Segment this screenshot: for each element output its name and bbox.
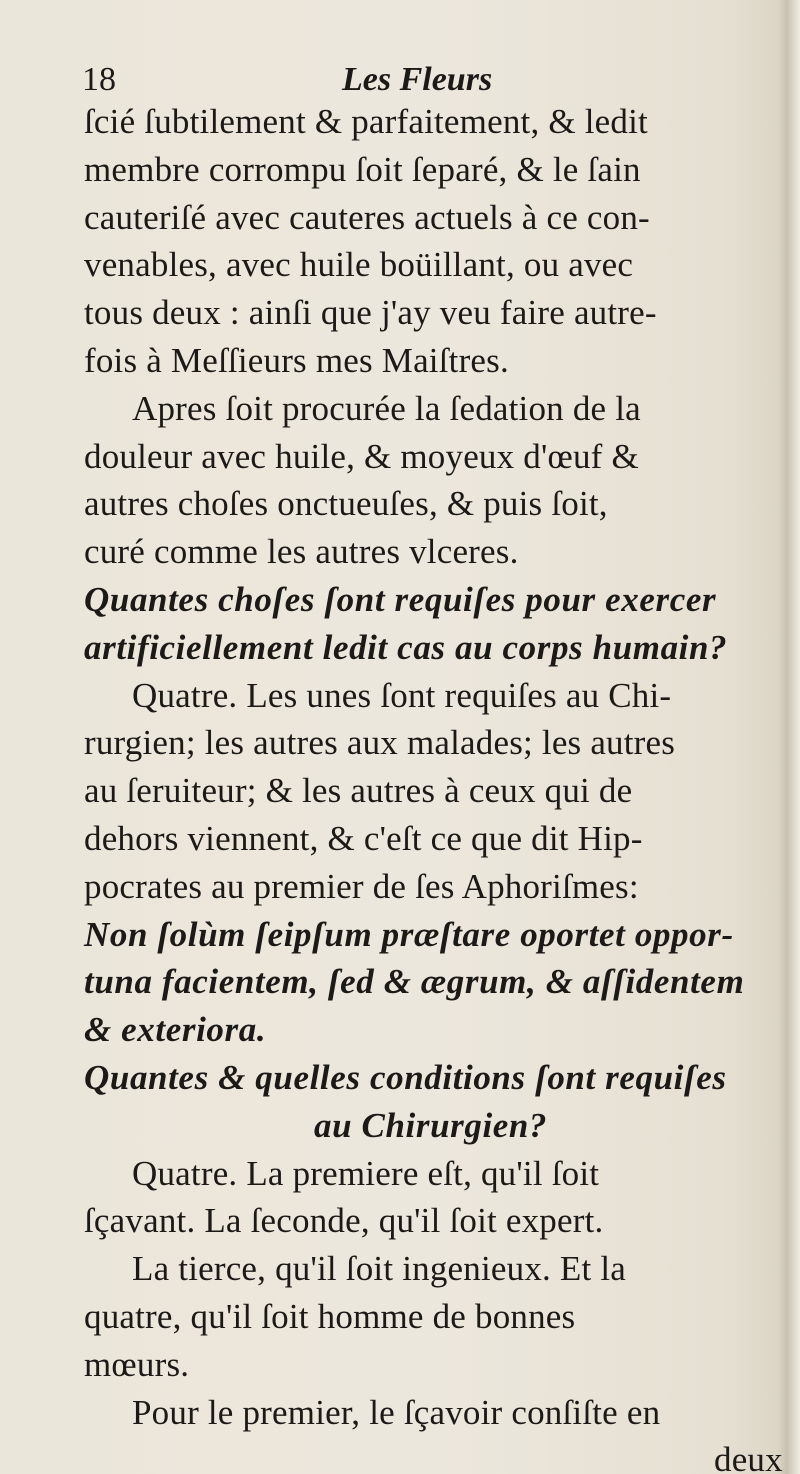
text-line: Pour le premier, le ſçavoir conſiſte en [132, 1392, 661, 1432]
text-line: au ſeruiteur; & les autres à ceux qui de [84, 771, 633, 811]
text-line: mœurs. [84, 1344, 190, 1384]
page-number: 18 [82, 61, 116, 98]
text-line: membre corrompu ſoit ſeparé, & le ſain [84, 149, 641, 189]
latin-quote-line: tuna facientem, ſed & ægrum, & aſſidentem [84, 962, 745, 1002]
running-title: Les Fleurs [342, 61, 493, 98]
text-line: pocrates au premier de ſes Aphoriſmes: [84, 866, 639, 906]
latin-quote-line: Non ſolùm ſeipſum præſtare oportet oppor- [84, 914, 734, 954]
text-line: autres choſes onctueuſes, & puis ſoit, [84, 484, 608, 524]
text-line: tous deux : ainſi que j'ay veu faire autre- [84, 293, 657, 333]
text-line: douleur avec huile, & moyeux d'œuf & [84, 436, 639, 476]
text-line: Quatre. Les unes ſont requiſes au Chi- [132, 675, 672, 715]
text-line: rurgien; les autres aux malades; les autres [84, 723, 676, 763]
text-line: cauteriſé avec cauteres actuels à ce con- [84, 197, 650, 237]
text-line: Quatre. La premiere eſt, qu'il ſoit [132, 1153, 600, 1193]
text-line: curé comme les autres vlceres. [84, 532, 519, 572]
latin-quote-line: & exteriora. [84, 1010, 267, 1050]
text-line: venables, avec huile boüillant, ou avec [84, 245, 634, 285]
body-text [84, 98, 790, 1474]
text-line: ſcié ſubtilement & parfaitement, & ledit [84, 102, 648, 141]
text-line: dehors viennent, & c'eſt ce que dit Hip- [84, 818, 643, 858]
text-line: fois à Meſſieurs mes Maiſtres. [84, 340, 509, 380]
question-line: Quantes choſes ſont requiſes pour exercer [84, 579, 717, 619]
question-line: au Chirurgien? [314, 1105, 548, 1145]
text-line: La tierce, qu'il ſoit ingenieux. Et la [132, 1249, 627, 1289]
text-line: ſçavant. La ſeconde, qu'il ſoit expert. [84, 1201, 604, 1241]
question-line: artificiellement ledit cas au corps humain? [84, 627, 728, 667]
catchword: deux [714, 1440, 783, 1474]
text-line: Apres ſoit procurée la ſedation de la [132, 388, 641, 428]
page-header [82, 58, 762, 102]
text-line: quatre, qu'il ſoit homme de bonnes [84, 1296, 576, 1336]
question-line: Quantes & quelles conditions ſont requiſes [84, 1057, 727, 1097]
